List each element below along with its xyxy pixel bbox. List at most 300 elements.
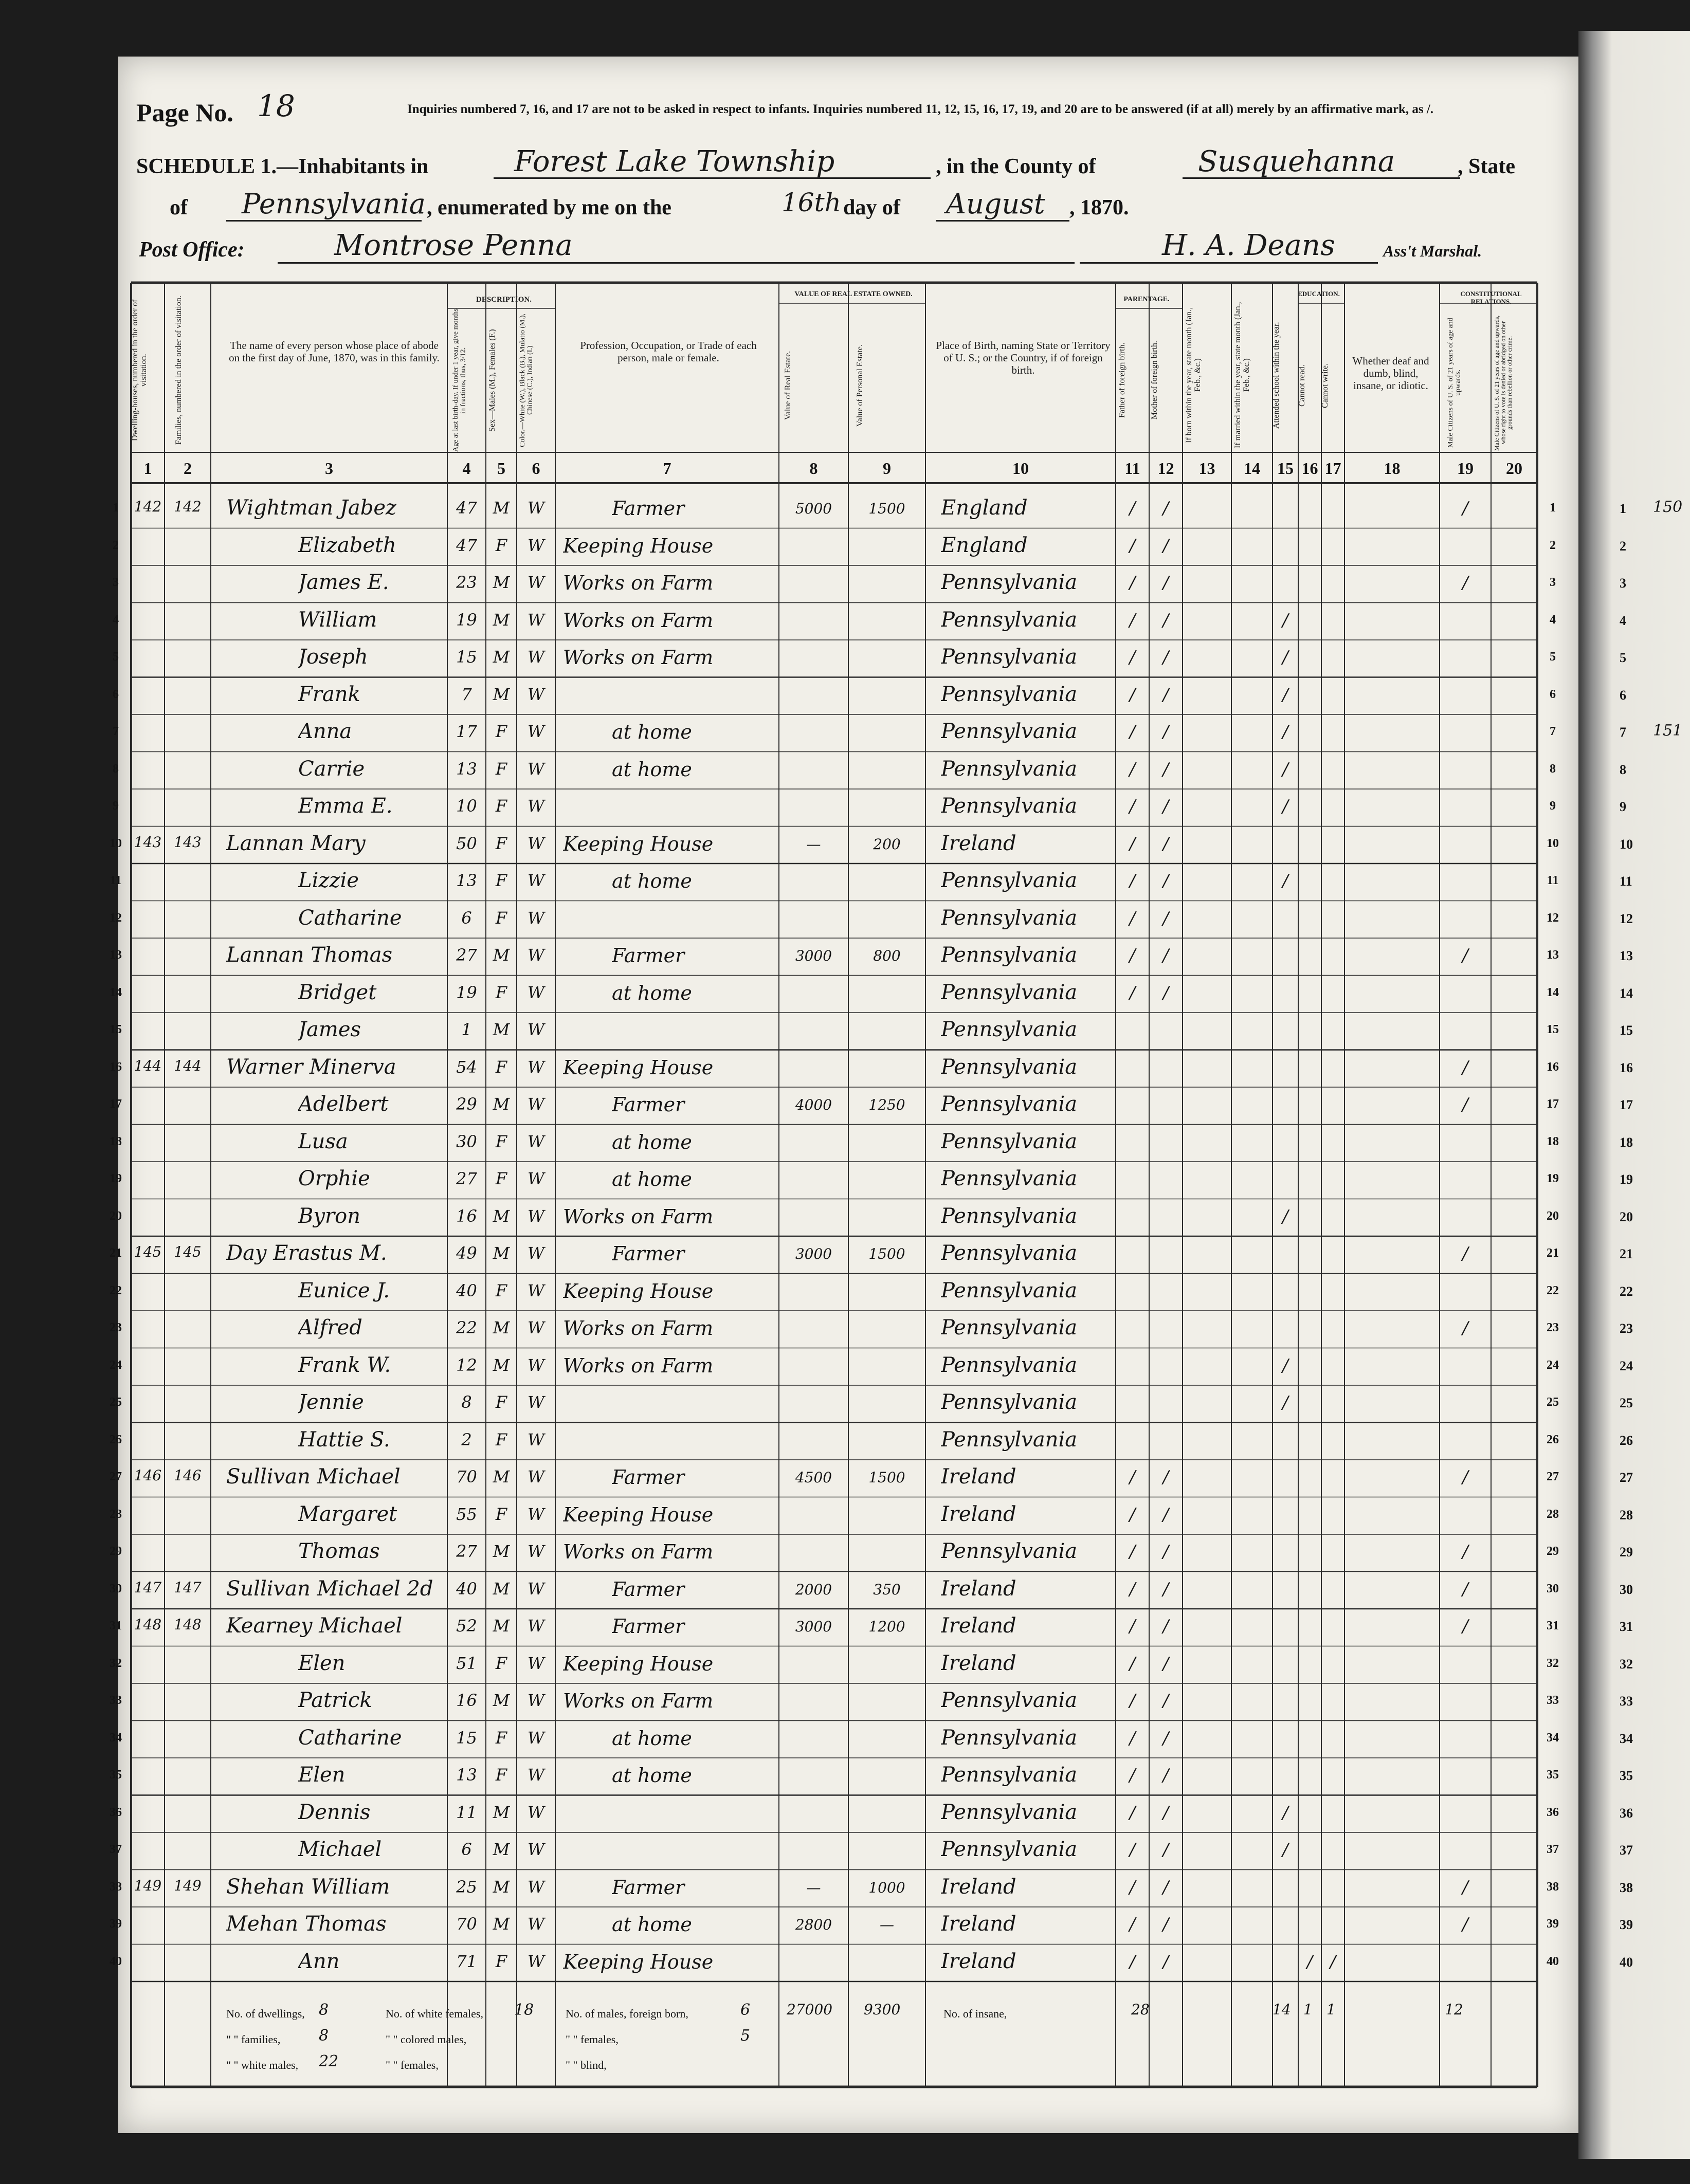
color: W	[528, 1355, 544, 1375]
white-males-count: 22	[319, 2052, 339, 2070]
mother-foreign: /	[1162, 796, 1169, 817]
person-name: Elizabeth	[298, 533, 396, 557]
cannot-read-total: 1	[1303, 2001, 1313, 2018]
sex: F	[495, 1653, 507, 1673]
sex: F	[495, 1392, 507, 1412]
adjacent-row-number: 10	[1620, 836, 1633, 852]
adjacent-row-number: 19	[1620, 1172, 1633, 1187]
place-of-birth: Pennsylvania	[941, 794, 1078, 818]
occupation: at home	[612, 1913, 692, 1936]
family-number: 149	[174, 1877, 202, 1894]
place-of-birth: Pennsylvania	[941, 1353, 1078, 1377]
column-number: 9	[883, 459, 891, 478]
column-number: 4	[462, 459, 471, 478]
mother-foreign: /	[1162, 1579, 1169, 1600]
color: W	[528, 1802, 544, 1822]
color: W	[528, 945, 544, 965]
adjacent-row-number: 8	[1620, 762, 1626, 777]
parentage-heading: PARENTAGE.	[1123, 296, 1170, 303]
color: W	[528, 535, 544, 555]
place-of-birth: England	[941, 533, 1028, 557]
age: 47	[456, 498, 477, 518]
state-name: Pennsylvania	[242, 188, 426, 220]
row-number-right: 17	[1547, 1097, 1559, 1111]
row-number-left: 30	[110, 1582, 122, 1595]
row-number-left: 18	[110, 1134, 122, 1148]
person-name: Lusa	[298, 1129, 348, 1153]
adjacent-row-number: 13	[1620, 948, 1633, 963]
age: 27	[456, 1541, 477, 1561]
blind-label: " " blind,	[566, 2059, 607, 2071]
father-foreign: /	[1129, 871, 1136, 891]
color: W	[528, 871, 544, 890]
color: W	[528, 573, 544, 592]
father-foreign: /	[1129, 1691, 1136, 1711]
mother-foreign: /	[1162, 535, 1169, 556]
personal-estate-value: 200	[873, 835, 901, 853]
person-name: Orphie	[298, 1167, 370, 1190]
column-number: 3	[325, 459, 333, 478]
color: W	[528, 1765, 544, 1785]
male-citizen: /	[1462, 1877, 1468, 1898]
color: W	[528, 1094, 544, 1114]
dwelling-number: 144	[134, 1057, 162, 1074]
personal-estate-value: —	[880, 1916, 894, 1933]
post-office-name: Montrose Penna	[334, 229, 573, 262]
sex: M	[493, 1020, 510, 1039]
place-of-birth: Pennsylvania	[941, 906, 1078, 930]
color: W	[528, 1877, 544, 1897]
column-number: 18	[1384, 459, 1401, 478]
col7-heading: Profession, Occupation, or Trade of each person, male or female.	[580, 339, 757, 364]
attended-school: /	[1282, 722, 1288, 742]
occupation: Works on Farm	[563, 609, 714, 632]
real-estate-value: 3000	[795, 1618, 832, 1635]
mother-foreign: /	[1162, 1691, 1169, 1711]
row-number-right: 2	[1550, 538, 1556, 552]
mother-foreign: /	[1162, 871, 1169, 891]
row-number-left: 5	[113, 650, 119, 664]
male-citizen: /	[1462, 1616, 1468, 1637]
place-of-birth: Pennsylvania	[941, 1316, 1078, 1339]
township-name: Forest Lake Township	[514, 145, 835, 178]
real-estate-value: 2800	[795, 1916, 832, 1933]
row-number-right: 16	[1547, 1060, 1559, 1074]
person-name: Day Erastus M.	[226, 1241, 387, 1265]
occupation: Keeping House	[563, 534, 714, 557]
place-of-birth: Pennsylvania	[941, 980, 1078, 1004]
mother-foreign: /	[1162, 573, 1169, 593]
place-of-birth: Pennsylvania	[941, 1726, 1078, 1750]
person-name: Carrie	[298, 757, 365, 781]
occupation: at home	[612, 870, 692, 892]
row-number-right: 24	[1547, 1358, 1559, 1372]
color: W	[528, 1169, 544, 1188]
color: W	[528, 1541, 544, 1561]
attended-school: /	[1282, 610, 1288, 631]
place-of-birth: Pennsylvania	[941, 1390, 1078, 1414]
person-name: Adelbert	[298, 1092, 389, 1116]
sex: F	[495, 722, 507, 741]
sex: M	[493, 610, 510, 630]
enumeration-day: 16th	[782, 188, 841, 217]
father-foreign: /	[1129, 1616, 1136, 1637]
attended-school: /	[1282, 1840, 1288, 1860]
constitutional-heading: CONSTITUTIONAL RELATIONS.	[1460, 290, 1522, 305]
person-name: Bridget	[298, 980, 377, 1004]
day-of-label: day of	[843, 196, 900, 219]
male-citizen: /	[1462, 1318, 1468, 1338]
color: W	[528, 722, 544, 741]
place-of-birth: Ireland	[941, 831, 1016, 855]
age: 29	[456, 1094, 477, 1114]
real-estate-value: 2000	[795, 1581, 832, 1598]
col19-heading: Male Citizens of U. S. of 21 years of age and upwards.	[1447, 318, 1462, 448]
row-number-right: 23	[1547, 1321, 1559, 1334]
place-of-birth: Pennsylvania	[941, 1129, 1078, 1153]
color: W	[528, 1579, 544, 1599]
place-of-birth: Ireland	[941, 1875, 1016, 1899]
occupation: Keeping House	[563, 1950, 714, 1973]
occupation: Keeping House	[563, 1056, 714, 1079]
father-foreign: /	[1129, 1467, 1136, 1488]
column-number: 14	[1244, 459, 1260, 478]
row-number-left: 40	[110, 1954, 122, 1968]
father-foreign: /	[1129, 498, 1136, 519]
white-males-label: " " white males,	[226, 2059, 299, 2071]
family-number: 143	[174, 833, 202, 851]
adjacent-row-number: 2	[1620, 538, 1626, 554]
sex: F	[495, 833, 507, 853]
row-number-right: 14	[1547, 985, 1559, 999]
occupation: Works on Farm	[563, 646, 714, 669]
place-of-birth: Pennsylvania	[941, 869, 1078, 892]
person-name: Eunice J.	[298, 1278, 390, 1302]
row-number-left: 13	[110, 948, 122, 962]
mother-foreign: /	[1162, 722, 1169, 742]
row-number-left: 19	[110, 1172, 122, 1185]
row-number-right: 1	[1550, 501, 1556, 515]
place-of-birth: Pennsylvania	[941, 1167, 1078, 1190]
person-name: Mehan Thomas	[226, 1912, 387, 1936]
age: 27	[456, 945, 477, 965]
father-foreign: /	[1129, 908, 1136, 929]
occupation: Keeping House	[563, 832, 714, 855]
column-number: 13	[1198, 459, 1215, 478]
sex: M	[493, 1243, 510, 1263]
row-number-left: 9	[113, 799, 119, 813]
row-number-right: 11	[1547, 874, 1559, 887]
row-number-left: 31	[110, 1619, 122, 1632]
father-foreign: /	[1129, 684, 1136, 705]
color: W	[528, 1467, 544, 1486]
place-of-birth: Pennsylvania	[941, 1763, 1078, 1787]
place-of-birth: Ireland	[941, 1465, 1016, 1489]
personal-estate-value: 1500	[868, 500, 905, 517]
place-of-birth: Pennsylvania	[941, 1539, 1078, 1563]
row-number-left: 35	[110, 1768, 122, 1782]
mother-foreign: /	[1162, 1616, 1169, 1637]
mother-foreign: /	[1162, 982, 1169, 1003]
mother-foreign: /	[1162, 1541, 1169, 1562]
adjacent-row-number: 3	[1620, 576, 1626, 591]
color: W	[528, 1504, 544, 1524]
adjacent-row-number: 27	[1620, 1470, 1633, 1485]
column-number: 19	[1457, 459, 1474, 478]
father-foreign: /	[1129, 1653, 1136, 1674]
father-foreign: /	[1129, 796, 1136, 817]
sex: M	[493, 1467, 510, 1486]
occupation: Farmer	[612, 1615, 685, 1638]
adjacent-row-number: 7	[1620, 725, 1626, 740]
adjacent-row-number: 30	[1620, 1582, 1633, 1597]
place-of-birth: Pennsylvania	[941, 1838, 1078, 1861]
person-name: Kearney Michael	[226, 1614, 403, 1638]
row-number-left: 37	[110, 1843, 122, 1856]
column-number: 8	[809, 459, 818, 478]
row-number-left: 20	[110, 1209, 122, 1223]
real-estate-value: —	[806, 1879, 821, 1896]
age: 40	[456, 1280, 477, 1300]
age: 70	[456, 1467, 477, 1486]
marshal-signature: H. A. Deans	[1162, 229, 1335, 262]
adjacent-row-number: 1	[1620, 501, 1626, 516]
row-number-left: 27	[110, 1470, 122, 1483]
age: 16	[456, 1206, 477, 1226]
row-number-left: 12	[110, 911, 122, 925]
col5-heading: Sex—Males (M.), Females (F.)	[488, 329, 497, 432]
education-heading: EDUCATION.	[1298, 290, 1340, 298]
father-foreign: /	[1129, 1765, 1136, 1786]
row-number-left: 32	[110, 1656, 122, 1670]
row-number-right: 38	[1547, 1880, 1559, 1894]
family-number: 148	[174, 1616, 202, 1633]
place-of-birth: Pennsylvania	[941, 1204, 1078, 1228]
mother-foreign: /	[1162, 1504, 1169, 1525]
place-of-birth: Pennsylvania	[941, 757, 1078, 781]
person-name: Patrick	[298, 1689, 372, 1712]
age: 19	[456, 610, 477, 630]
row-number-right: 9	[1550, 799, 1556, 813]
row-number-right: 36	[1547, 1805, 1559, 1819]
adjacent-row-number: 4	[1620, 613, 1626, 628]
male-citizen: /	[1462, 1467, 1468, 1488]
col3-heading: The name of every person whose place of abode on the first day of June, 1870, was in this family.	[229, 339, 440, 364]
occupation: Farmer	[612, 1242, 685, 1265]
place-of-birth: Pennsylvania	[941, 1018, 1078, 1041]
place-of-birth: Ireland	[941, 1614, 1016, 1638]
color: W	[528, 908, 544, 928]
parentage-total: 28	[1131, 2001, 1150, 2018]
adjacent-row-number: 17	[1620, 1097, 1633, 1112]
color: W	[528, 1280, 544, 1300]
sex: M	[493, 1355, 510, 1375]
row-number-left: 21	[110, 1246, 122, 1260]
column-number: 17	[1324, 459, 1341, 478]
color: W	[528, 796, 544, 816]
occupation: at home	[612, 981, 692, 1004]
person-name: James E.	[298, 571, 389, 594]
age: 7	[461, 684, 472, 704]
adjacent-row-number: 37	[1620, 1843, 1633, 1858]
real-estate-total: 27000	[787, 2001, 833, 2018]
personal-estate-value: 1500	[868, 1469, 905, 1486]
col15-heading: Attended school within the year.	[1272, 322, 1281, 429]
description-heading: DESCRIPTION.	[476, 296, 532, 304]
col13-heading: If born within the year, state month (Jan., Feb., &c.)	[1185, 307, 1202, 444]
column-number: 2	[184, 459, 192, 478]
occupation: at home	[612, 1727, 692, 1750]
sex: M	[493, 1840, 510, 1859]
adjacent-row-number: 21	[1620, 1246, 1633, 1261]
state-label: , State	[1458, 155, 1515, 178]
dwelling-number: 142	[134, 498, 162, 515]
col11-heading: Father of foreign birth.	[1118, 342, 1126, 418]
age: 49	[456, 1243, 477, 1263]
col2-heading: Families, numbered in the order of visitation.	[174, 296, 183, 445]
place-of-birth: Ireland	[941, 1651, 1016, 1675]
occupation: Farmer	[612, 1876, 685, 1899]
row-number-right: 12	[1547, 911, 1559, 925]
col4-heading: Age at last birth-day. If under 1 year, give months in fractions, thus, 3/12.	[452, 308, 467, 452]
row-number-right: 32	[1547, 1656, 1559, 1670]
age: 30	[456, 1131, 477, 1151]
place-of-birth: Pennsylvania	[941, 608, 1078, 632]
age: 71	[456, 1951, 477, 1971]
adjacent-row-number: 6	[1620, 687, 1626, 703]
person-name: Elen	[298, 1651, 346, 1675]
sex: M	[493, 945, 510, 965]
sex: F	[495, 908, 507, 928]
male-citizen: /	[1462, 1243, 1468, 1264]
col20-heading: Male Citizens of U. S. of 21 years of age and upwards, whose right to vote is denied or abridged on other grounds than rebellion or other crime.	[1493, 315, 1514, 451]
place-of-birth: Pennsylvania	[941, 1092, 1078, 1116]
sex: M	[493, 1616, 510, 1636]
row-number-right: 33	[1547, 1694, 1559, 1707]
color: W	[528, 1914, 544, 1934]
sex: M	[493, 1877, 510, 1897]
row-number-left: 3	[113, 576, 119, 589]
county-label: , in the County of	[936, 155, 1096, 178]
father-foreign: /	[1129, 1877, 1136, 1898]
father-foreign: /	[1129, 647, 1136, 668]
father-foreign: /	[1129, 1951, 1136, 1972]
adjacent-row-number: 26	[1620, 1433, 1633, 1448]
occupation: Farmer	[612, 497, 685, 520]
schedule-label: SCHEDULE 1.—Inhabitants in	[136, 155, 429, 178]
dwelling-number: 149	[134, 1877, 162, 1894]
row-number-left: 26	[110, 1433, 122, 1446]
age: 1	[461, 1020, 472, 1039]
male-citizen: /	[1462, 1541, 1468, 1562]
attended-school: /	[1282, 871, 1288, 891]
person-name: Byron	[298, 1204, 360, 1228]
mother-foreign: /	[1162, 610, 1169, 631]
row-number-left: 24	[110, 1358, 122, 1372]
cannot-write: /	[1330, 1951, 1336, 1972]
foreign-males-count: 6	[740, 2001, 751, 2019]
post-office-label: Post Office:	[139, 238, 245, 262]
person-name: Dennis	[298, 1800, 371, 1824]
color: W	[528, 1318, 544, 1337]
mother-foreign: /	[1162, 1765, 1169, 1786]
age: 8	[461, 1392, 472, 1412]
personal-estate-value: 1250	[868, 1096, 905, 1113]
mother-foreign: /	[1162, 833, 1169, 854]
place-of-birth: Pennsylvania	[941, 1055, 1078, 1079]
of-label: of	[170, 196, 188, 219]
mother-foreign: /	[1162, 1728, 1169, 1749]
mother-foreign: /	[1162, 1653, 1169, 1674]
row-number-left: 8	[113, 762, 119, 776]
person-name: Alfred	[298, 1316, 362, 1339]
sex: F	[495, 982, 507, 1002]
age: 19	[456, 982, 477, 1002]
family-number: 144	[174, 1057, 202, 1074]
row-number-left: 16	[110, 1060, 122, 1074]
attended-school: /	[1282, 1206, 1288, 1227]
mother-foreign: /	[1162, 1914, 1169, 1935]
row-number-right: 40	[1547, 1954, 1559, 1968]
families-label: " " families,	[226, 2033, 281, 2046]
col18-heading: Whether deaf and dumb, blind, insane, or idiotic.	[1352, 355, 1429, 392]
person-name: Frank	[298, 682, 360, 706]
occupation: Works on Farm	[563, 1354, 714, 1377]
color: W	[528, 684, 544, 704]
color: W	[528, 1131, 544, 1151]
person-name: Sullivan Michael 2d	[226, 1576, 433, 1601]
male-citizen: /	[1462, 1094, 1468, 1115]
mother-foreign: /	[1162, 1840, 1169, 1860]
sex: M	[493, 1802, 510, 1822]
colored-males-label: " " colored males,	[386, 2033, 467, 2046]
value-group-heading: VALUE OF REAL ESTATE OWNED.	[794, 290, 913, 298]
county-name: Susquehanna	[1198, 145, 1395, 178]
mother-foreign: /	[1162, 647, 1169, 668]
row-number-right: 21	[1547, 1246, 1559, 1260]
person-name: Frank W.	[298, 1353, 391, 1377]
adjacent-row-number: 35	[1620, 1768, 1633, 1783]
column-number: 20	[1506, 459, 1522, 478]
enumeration-year: , 1870.	[1069, 196, 1129, 219]
place-of-birth: Pennsylvania	[941, 682, 1078, 706]
family-number: 147	[174, 1579, 202, 1596]
dwellings-label: No. of dwellings,	[226, 2007, 305, 2020]
real-estate-value: 3000	[795, 1245, 832, 1262]
column-number: 5	[497, 459, 505, 478]
row-number-right: 30	[1547, 1582, 1559, 1595]
adjacent-row-number: 36	[1620, 1805, 1633, 1821]
father-foreign: /	[1129, 722, 1136, 742]
row-number-right: 35	[1547, 1768, 1559, 1782]
adjacent-row-number: 34	[1620, 1731, 1633, 1746]
color: W	[528, 1653, 544, 1673]
row-number-left: 11	[110, 874, 122, 887]
occupation: at home	[612, 1168, 692, 1190]
row-number-left: 28	[110, 1507, 122, 1521]
sex: F	[495, 796, 507, 816]
father-foreign: /	[1129, 759, 1136, 780]
attended-school: /	[1282, 684, 1288, 705]
color: W	[528, 1951, 544, 1971]
foreign-males-label: No. of males, foreign born,	[566, 2007, 688, 2020]
adjacent-row-number: 24	[1620, 1358, 1633, 1373]
adjacent-row-number: 5	[1620, 650, 1626, 665]
personal-estate-value: 800	[873, 947, 901, 964]
sex: F	[495, 1057, 507, 1077]
mother-foreign: /	[1162, 945, 1169, 966]
person-name: Lannan Thomas	[226, 943, 393, 967]
